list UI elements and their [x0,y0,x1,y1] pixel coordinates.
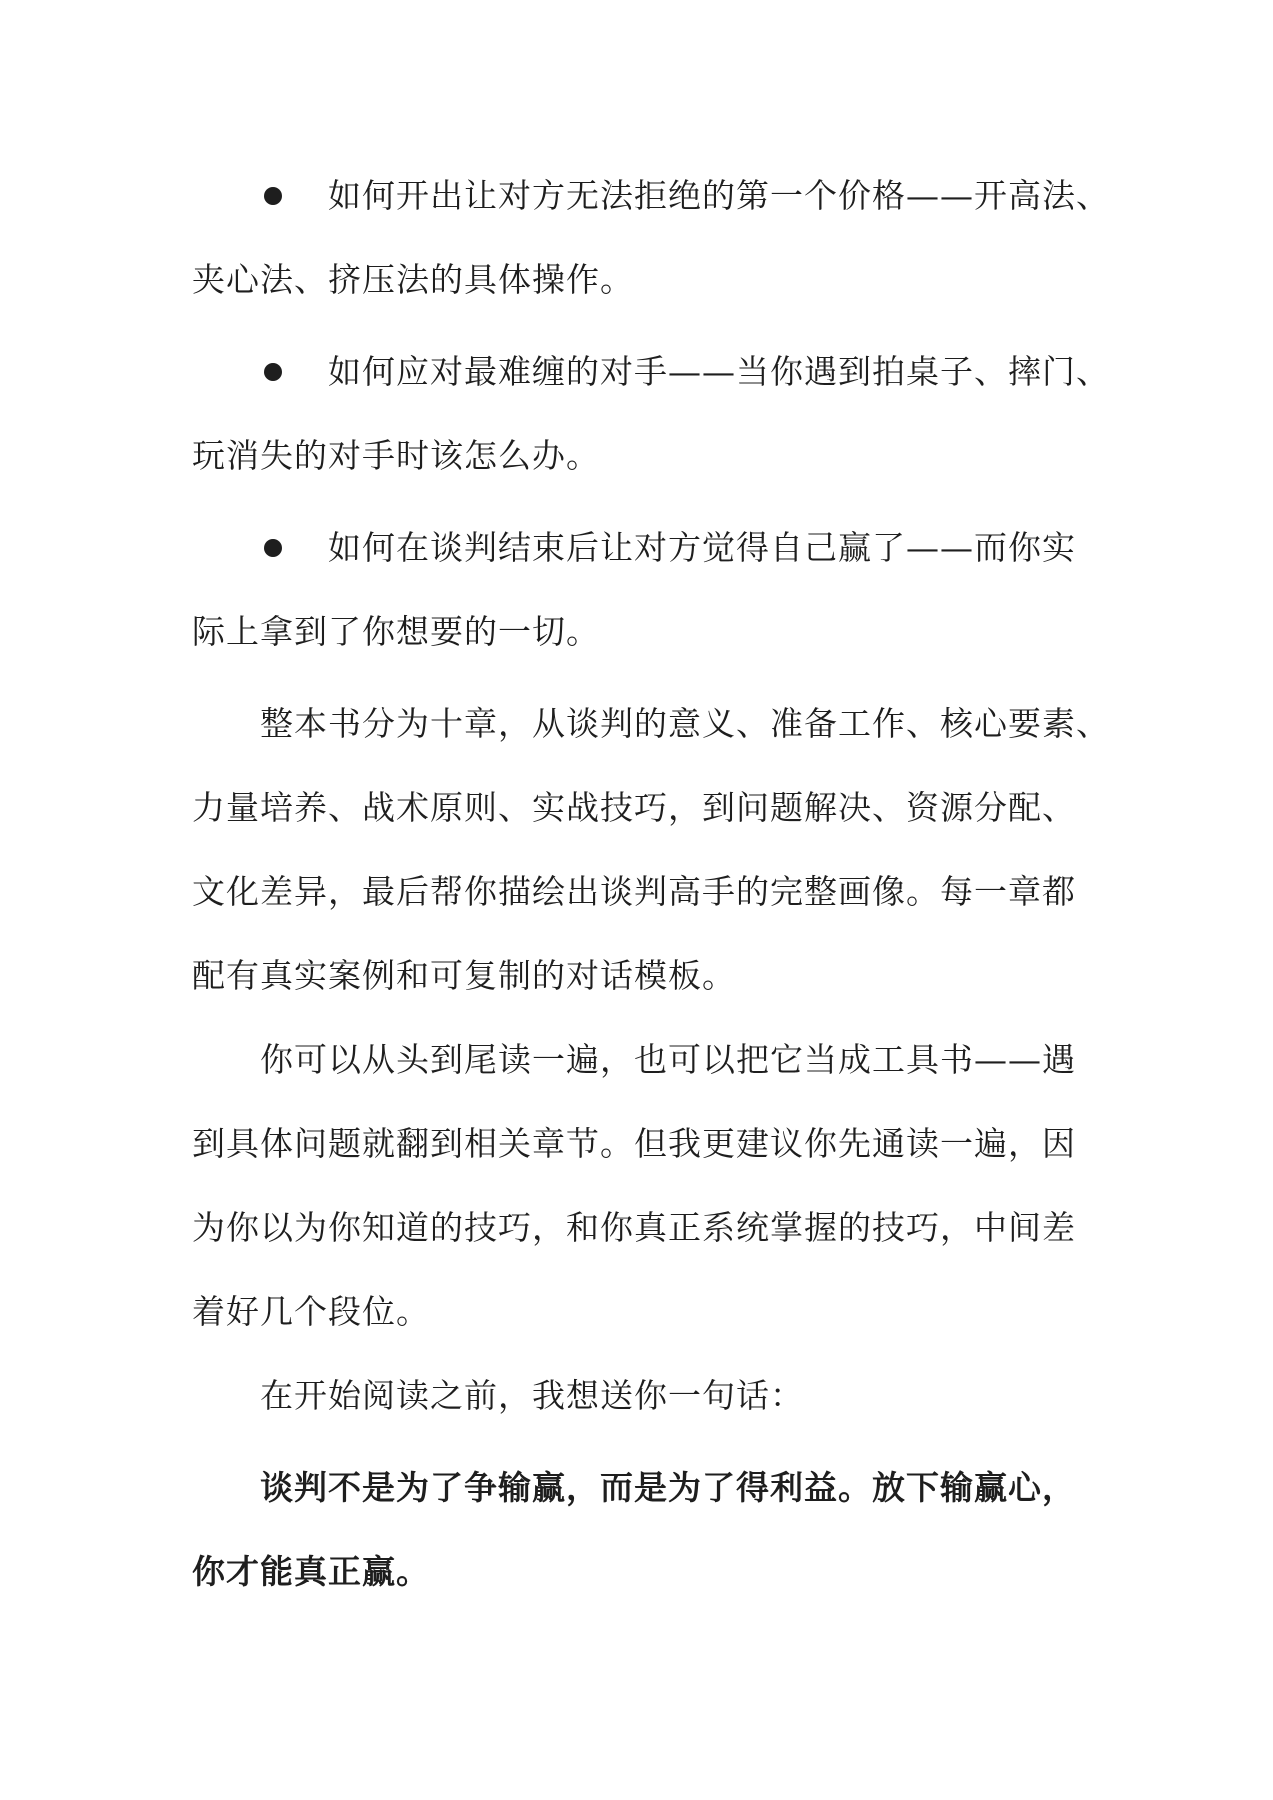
bullet-text: 如何应对最难缠的对手——当你遇到拍桌子、摔门、 [328,352,1110,391]
bullet-item-2-line-2: 玩消失的对手时该怎么办。 [192,436,600,475]
quote-line-2: 你才能真正赢。 [192,1552,430,1591]
paragraph-1-line-1: 整本书分为十章，从谈判的意义、准备工作、核心要素、 [260,704,1110,743]
paragraph-1-line-2: 力量培养、战术原则、实战技巧，到问题解决、资源分配、 [192,788,1076,827]
bullet-item-1-line-2: 夹心法、挤压法的具体操作。 [192,260,634,299]
bullet-item-3-line-2: 际上拿到了你想要的一切。 [192,612,600,651]
bullet-text: 如何开出让对方无法拒绝的第一个价格——开高法、 [328,176,1110,215]
paragraph-1-line-3: 文化差异，最后帮你描绘出谈判高手的完整画像。每一章都 [192,872,1076,911]
bullet-text: 如何在谈判结束后让对方觉得自己赢了——而你实 [328,528,1076,567]
paragraph-3-line-1: 在开始阅读之前，我想送你一句话： [260,1376,804,1415]
bullet-item-1-line-1 [192,154,1110,238]
bullet-dot-icon [264,363,282,381]
paragraph-1-line-4: 配有真实案例和可复制的对话模板。 [192,956,736,995]
paragraph-2-line-4: 着好几个段位。 [192,1292,430,1331]
bullet-dot-icon [264,187,282,205]
bullet-item-2-line-1 [192,330,1110,414]
paragraph-2-line-1: 你可以从头到尾读一遍，也可以把它当成工具书——遇 [260,1040,1076,1079]
paragraph-2-line-3: 为你以为你知道的技巧，和你真正系统掌握的技巧，中间差 [192,1208,1076,1247]
quote-line-1: 谈判不是为了争输赢，而是为了得利益。放下输赢心， [260,1468,1076,1507]
paragraph-2-line-2: 到具体问题就翻到相关章节。但我更建议你先通读一遍，因 [192,1124,1076,1163]
bullet-item-3-line-1 [192,506,1092,590]
page-content [192,154,1110,1614]
bullet-dot-icon [264,539,282,557]
